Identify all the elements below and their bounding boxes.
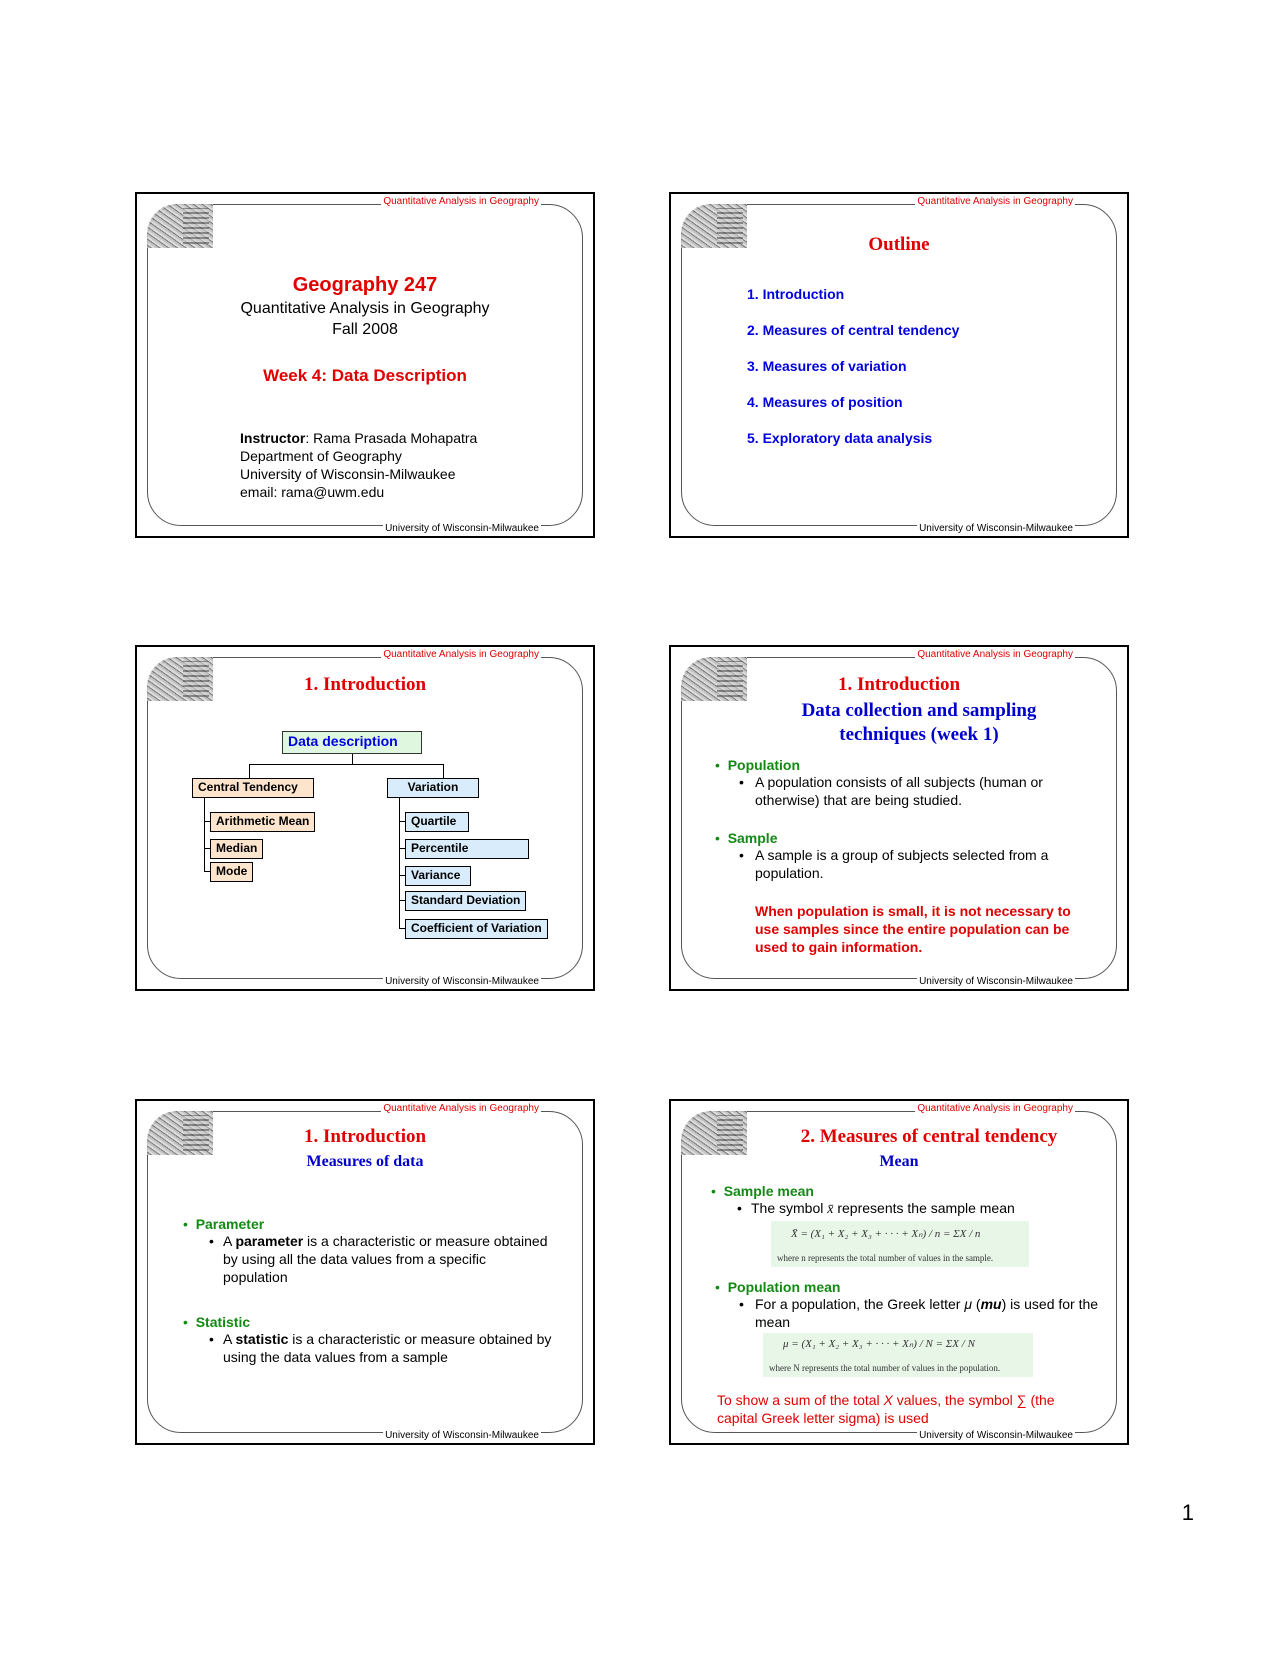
university: University of Wisconsin-Milwaukee: [240, 466, 456, 482]
email: email: rama@uwm.edu: [240, 484, 385, 500]
slide-1: [135, 192, 595, 538]
bullet-label: Sample mean: [723, 1183, 814, 1199]
instructor-name: : Rama Prasada Mohapatra: [305, 430, 478, 446]
bullet-text: A sample is a group of subjects selected from a population.: [755, 847, 1049, 881]
text-pre: The symbol: [751, 1200, 828, 1216]
note-post: values, the symbol ∑ (the capital Greek letter sigma) is used: [717, 1392, 1055, 1426]
bullet-label: Population: [727, 757, 801, 773]
slide-subtitle: techniques (week 1): [839, 724, 999, 745]
slide-title: 1. Introduction: [303, 1126, 427, 1147]
week-title: Week 4: Data Description: [263, 366, 467, 385]
slide-header: Quantitative Analysis in Geography: [383, 196, 539, 207]
bullet-statistic: • Statistic • A statistic is a characteristic or measure obtained by using the data values from a sample: [183, 1314, 552, 1365]
outline-title: Outline: [868, 234, 930, 255]
slide-footer: University of Wisconsin-Milwaukee: [385, 523, 539, 534]
note-x: X: [883, 1392, 893, 1408]
tree-item-mode: Mode: [210, 862, 253, 882]
outline-item: 2. Measures of central tendency: [747, 322, 960, 338]
tree-item-arithmetic-mean: Arithmetic Mean: [210, 812, 315, 832]
uwm-logo-image: [147, 204, 213, 248]
outline-item: 1. Introduction: [747, 286, 845, 302]
text-mid: (: [972, 1296, 981, 1312]
slide-3: [135, 645, 595, 991]
text-post: represents the sample mean: [833, 1200, 1015, 1216]
bullet-parameter: • Parameter • A parameter is a characteristic or measure obtained by using all the data values from a specific population: [183, 1216, 548, 1285]
sample-mean-formula: [771, 1221, 1029, 1267]
tree-item-standard-deviation: Standard Deviation: [405, 891, 526, 911]
connector: [352, 754, 353, 764]
connector: [399, 798, 400, 928]
connector: [249, 764, 443, 765]
bullet-label: Statistic: [195, 1314, 251, 1330]
slide-footer: University of Wisconsin-Milwaukee: [919, 523, 1073, 534]
tree-item-variance: Variance: [405, 866, 471, 886]
text-bold: statistic: [235, 1331, 289, 1347]
bullet-label: Parameter: [195, 1216, 265, 1232]
mu-symbol: μ: [964, 1296, 973, 1312]
xbar-symbol: x̄: [827, 1202, 834, 1217]
slide-subtitle: Mean: [879, 1153, 919, 1170]
slide-header: Quantitative Analysis in Geography: [383, 649, 539, 660]
text-post: is a characteristic or measure obtained by using all the data values from a specific population: [223, 1233, 548, 1285]
slide-header: Quantitative Analysis in Geography: [383, 1103, 539, 1114]
bullet-text: A population consists of all subjects (human or otherwise) that are being studied.: [755, 774, 1043, 808]
slide-header: Quantitative Analysis in Geography: [917, 1103, 1073, 1114]
mu-word: mu: [980, 1296, 1002, 1312]
formula-note: where n represents the total number of values in the sample.: [777, 1253, 994, 1263]
connector: [249, 764, 250, 778]
outline-item: 4. Measures of position: [747, 394, 903, 410]
diagram-root-box: Data description: [282, 731, 422, 754]
note-pre: To show a sum of the total: [717, 1392, 884, 1408]
bullet-population: • Population • A population consists of all subjects (human or otherwise) that are being studied.: [715, 757, 1043, 808]
bullet-label: Sample: [727, 830, 778, 846]
sigma-note: [717, 1391, 1067, 1427]
outline-item: 3. Measures of variation: [747, 358, 907, 374]
slide-subtitle: Measures of data: [306, 1153, 424, 1170]
slide-header: Quantitative Analysis in Geography: [917, 649, 1073, 660]
note-text: When population is small, it is not necessary to use samples since the entire population can be used to gain information.: [755, 903, 1071, 955]
slide-5: [135, 1099, 595, 1445]
slide-footer: University of Wisconsin-Milwaukee: [385, 1430, 539, 1441]
slide-footer: University of Wisconsin-Milwaukee: [919, 976, 1073, 987]
slide-title: 1. Introduction: [303, 674, 427, 695]
text-pre: A: [223, 1233, 236, 1249]
instructor-label: Instructor: [240, 430, 306, 446]
tree-item-coefficient-of-variation: Coefficient of Variation: [405, 919, 548, 939]
page-number: 1: [1181, 1500, 1194, 1525]
instructor-block: [240, 429, 477, 501]
formula-text: μ = (X₁ + X₂ + X₃ + · · · + Xₙ) / N = ΣX / N: [783, 1338, 975, 1350]
slide-2: [669, 192, 1129, 538]
slide-subtitle: Data collection and sampling: [801, 700, 1037, 721]
text-pre: For a population, the Greek letter: [755, 1296, 965, 1312]
population-mean-formula: [763, 1333, 1033, 1377]
course-title: Geography 247: [292, 274, 438, 296]
formula-note: where N represents the total number of values in the population.: [769, 1363, 1001, 1373]
slide-title: 2. Measures of central tendency: [800, 1126, 1058, 1147]
connector: [443, 764, 444, 778]
text-post: is a characteristic or measure obtained by using the data values from a sample: [223, 1331, 552, 1365]
outline-list: [747, 286, 959, 466]
bullet-sample: • Sample • A sample is a group of subjects selected from a population.: [715, 830, 1049, 881]
slide-title: 1. Introduction: [837, 674, 961, 695]
text-post: ) is used for the mean: [755, 1296, 1099, 1330]
text-bold: parameter: [235, 1233, 304, 1249]
connector: [204, 798, 205, 871]
course-term: Fall 2008: [332, 321, 398, 338]
course-subtitle: Quantitative Analysis in Geography: [240, 300, 490, 317]
slide-4: [669, 645, 1129, 991]
formula-text: X̄ = (X₁ + X₂ + X₃ + · · · + Xₙ) / n = ΣX / n: [791, 1228, 981, 1240]
department: Department of Geography: [240, 448, 402, 464]
slide-header: Quantitative Analysis in Geography: [917, 196, 1073, 207]
tree-item-percentile: Percentile: [405, 839, 529, 859]
bullet-label: Population mean: [727, 1279, 841, 1295]
text-pre: A: [223, 1331, 236, 1347]
tree-item-median: Median: [210, 839, 263, 859]
central-tendency-box: Central Tendency: [192, 778, 314, 798]
slide-6: [669, 1099, 1129, 1445]
tree-item-quartile: Quartile: [405, 812, 469, 832]
slide-footer: University of Wisconsin-Milwaukee: [385, 976, 539, 987]
bullet-sample-mean: • Sample mean • The symbol x̄ represents the sample mean: [711, 1183, 1015, 1217]
slide-footer: University of Wisconsin-Milwaukee: [919, 1430, 1073, 1441]
bullet-population-mean: • Population mean • For a population, the Greek letter μ (mu) is used for the mean: [715, 1279, 1099, 1330]
outline-item: 5. Exploratory data analysis: [747, 430, 933, 446]
variation-box: Variation: [387, 778, 479, 798]
